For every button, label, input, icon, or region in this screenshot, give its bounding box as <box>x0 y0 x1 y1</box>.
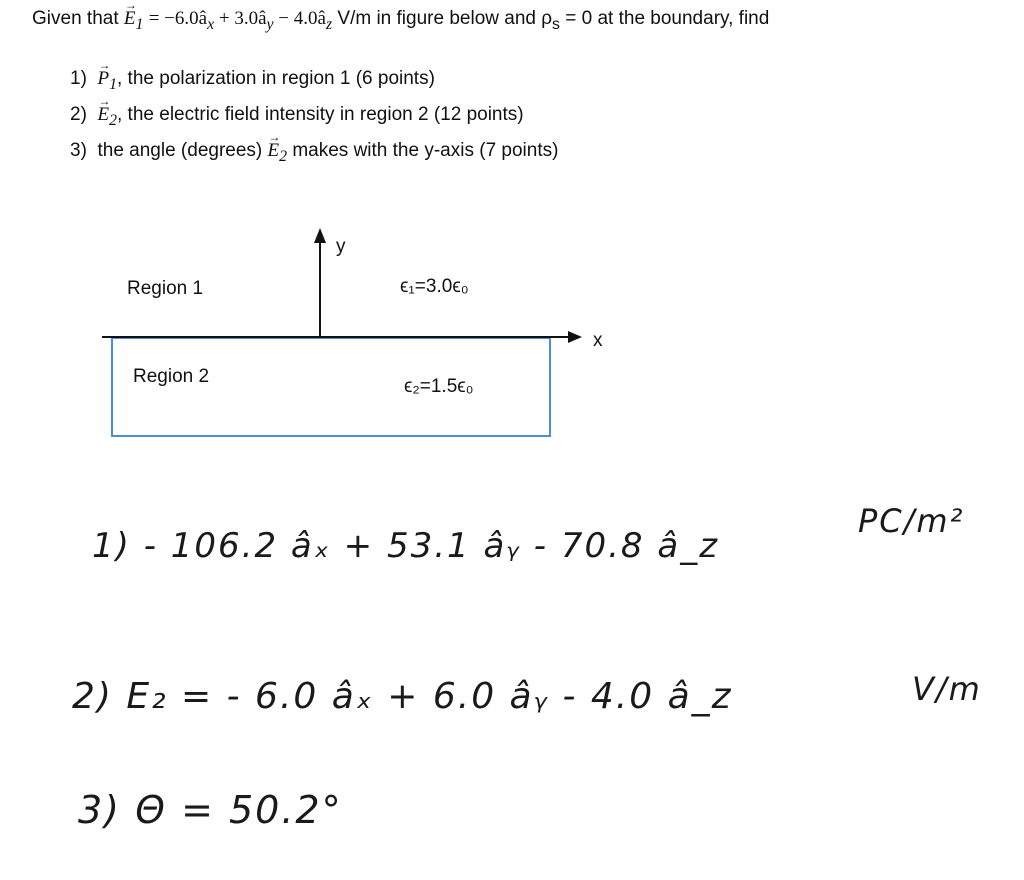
e1-value: = −6.0â <box>148 8 208 29</box>
e2-symbol: → E <box>97 104 109 126</box>
answer-2-units: V/m <box>912 670 982 708</box>
p1-symbol: → P <box>97 68 109 90</box>
ay-subscript: y <box>266 15 274 33</box>
question-number: 2) <box>70 104 87 125</box>
problem-lead: Given that <box>32 8 119 29</box>
epsilon-2-label: ϵ₂=1.5ϵ₀ <box>404 376 474 397</box>
y-axis-arrowhead <box>314 228 326 243</box>
units-text: V/m in figure below and ρ <box>337 8 553 29</box>
e1-symbol: → E <box>124 8 136 30</box>
az-subscript: z <box>325 15 333 33</box>
ay-coefficient: + 3.0â <box>214 8 267 29</box>
answer-1-units: PC/m² <box>858 502 965 540</box>
rho-subscript: s <box>552 15 560 33</box>
e2-subscript: 2 <box>109 111 117 129</box>
question-number: 1) <box>70 68 87 89</box>
p1-subscript: 1 <box>109 75 117 93</box>
question-pre-text: the angle (degrees) <box>97 140 263 161</box>
question-text: , the polarization in region 1 (6 points) <box>117 68 435 89</box>
answer-1: 1) - 106.2 âₓ + 53.1 âᵧ - 70.8 â_z <box>92 526 720 566</box>
question-number: 3) <box>70 140 87 161</box>
az-coefficient: − 4.0â <box>273 8 326 29</box>
x-axis-arrowhead <box>568 331 582 343</box>
e2-symbol: → E <box>268 140 280 162</box>
e1-subscript: 1 <box>135 15 144 33</box>
question-text: makes with the y-axis (7 points) <box>292 140 559 161</box>
region-2-label: Region 2 <box>133 366 210 387</box>
epsilon-1-label: ϵ₁=3.0ϵ₀ <box>400 276 469 297</box>
question-text: , the electric field intensity in region 2 (12 points) <box>117 104 524 125</box>
x-axis-label: x <box>593 330 603 351</box>
e2-subscript: 2 <box>279 147 288 165</box>
answer-3: 3) Θ = 50.2° <box>78 788 343 832</box>
region-1-label: Region 1 <box>127 278 204 299</box>
problem-tail: = 0 at the boundary, find <box>565 8 770 29</box>
ax-subscript: x <box>207 15 215 33</box>
answer-2: 2) E₂ = - 6.0 âₓ + 6.0 âᵧ - 4.0 â_z <box>72 676 733 717</box>
y-axis-label: y <box>336 236 346 257</box>
